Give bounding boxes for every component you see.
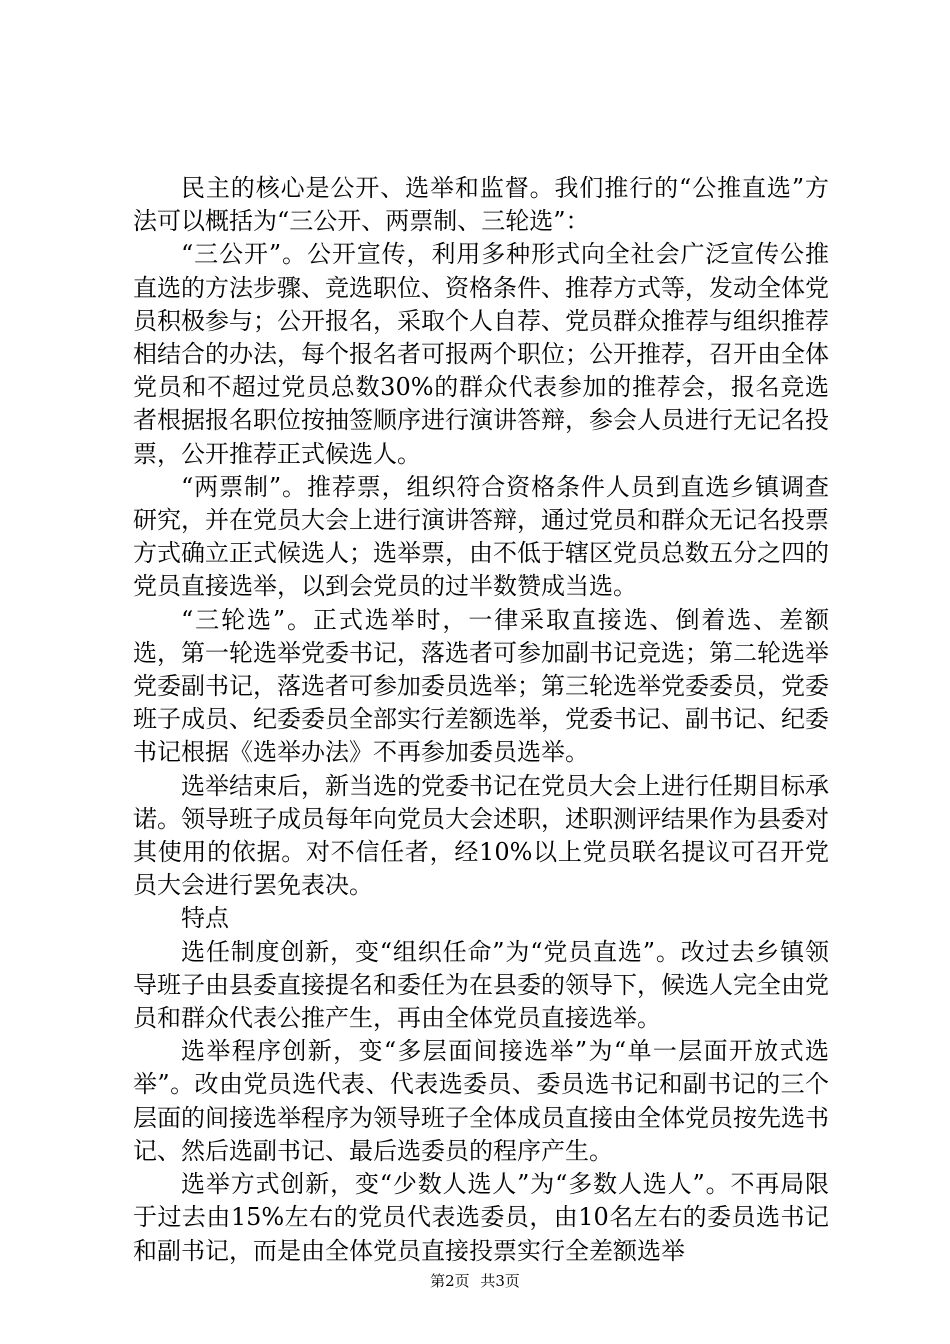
paragraph-feature-system: 选任制度创新，变“组织任命”为“党员直选”。改过去乡镇领导班子由县委直接提名和委任为在县委的领导下，候选人完全由党员和群众代表公推产生，再由全体党员直接选举。 <box>133 937 829 1033</box>
paragraph-three-publicity: “三公开”。公开宣传，利用多种形式向全社会广泛宣传公推直选的方法步骤、竞选职位、资格条件、推荐方式等，发动全体党员积极参与；公开报名，采取个人自荐、党员群众推荐与组织推荐相结合的办法，每个报名者可报两个职位；公开推荐，召开由全体党员和不超过党员总数30%的群众代表参加的推荐会，报名竞选者根据报名职位按抽签顺序进行演讲答辩，参会人员进行无记名投票，公开推荐正式候选人。 <box>133 240 829 468</box>
paragraph-after-election: 选举结束后，新当选的党委书记在党员大会上进行任期目标承诺。领导班子成员每年向党员大会述职，述职测评结果作为县委对其使用的依据。对不信任者，经10%以上党员联名提议可召开党员大会进行罢免表决。 <box>133 771 829 900</box>
paragraph-feature-method: 选举方式创新，变“少数人选人”为“多数人选人”。不再局限于过去由15%左右的党员代表选委员，由10名左右的委员选书记和副书记，而是由全体党员直接投票实行全差额选举 <box>133 1170 829 1265</box>
paragraph-feature-procedure: 选举程序创新，变“多层面间接选举”为“单一层面开放式选举”。改由党员选代表、代表选委员、委员选书记和副书记的三个层面的间接选举程序为领导班子全体成员直接由全体党员按先选书记、然后选副书记、最后选委员的程序产生。 <box>133 1037 829 1165</box>
paragraph-three-rounds: “三轮选”。正式选举时，一律采取直接选、倒着选、差额选，第一轮选举党委书记，落选者可参加副书记竞选；第二轮选举党委副书记，落选者可参加委员选举；第三轮选举党委委员，党委班子成员、纪委委员全部实行差额选举，党委书记、副书记、纪委书记根据《选举办法》不再参加委员选举。 <box>133 605 829 767</box>
page-total: 共3页 <box>480 1272 520 1290</box>
paragraph-two-ballots: “两票制”。推荐票，组织符合资格条件人员到直选乡镇调查研究，并在党员大会上进行演讲答辩，通过党员和群众无记名投票方式确立正式候选人；选举票，由不低于辖区党员总数五分之四的党员直接选举，以到会党员的过半数赞成当选。 <box>133 472 829 601</box>
paragraph-intro: 民主的核心是公开、选举和监督。我们推行的“公推直选”方法可以概括为“三公开、两票制、三轮选”： <box>133 174 829 236</box>
section-heading-features: 特点 <box>181 904 229 933</box>
page-footer <box>0 1271 950 1291</box>
page-number: 第2页 <box>430 1272 470 1290</box>
document-body <box>133 172 829 1268</box>
